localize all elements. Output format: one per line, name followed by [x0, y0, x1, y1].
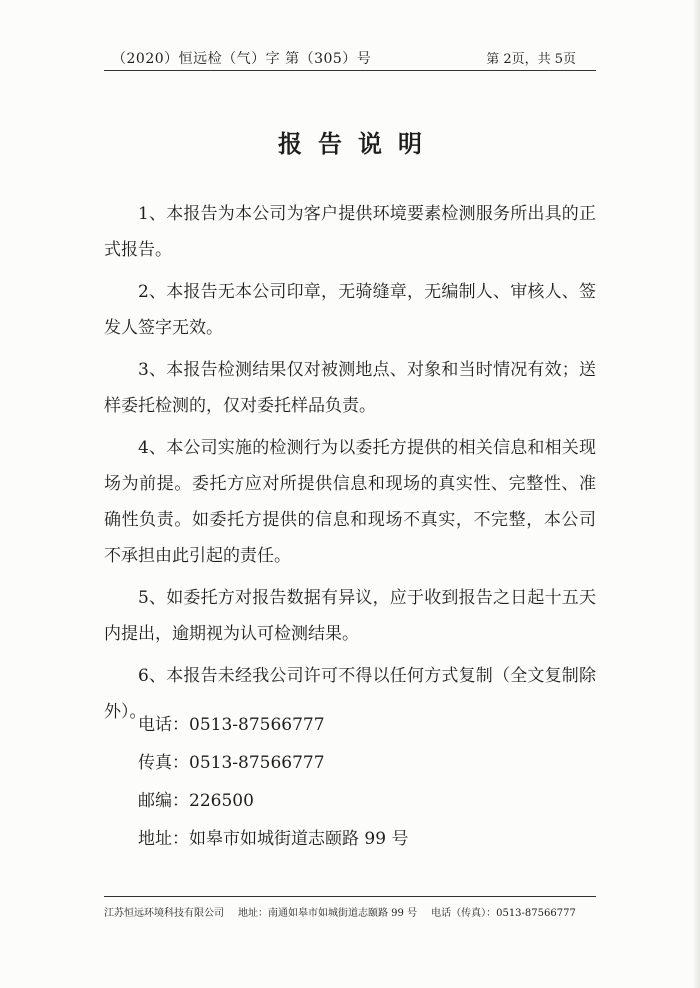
header-divider [104, 70, 596, 71]
contact-address: 地址：如皋市如城街道志颐路 99 号 [138, 829, 409, 849]
footer-phone-fax: 电话（传真）：0513-87566777 [431, 908, 576, 919]
report-notes [104, 196, 596, 736]
report-number: （2020）恒远检（气）字 第（305）号 [112, 51, 372, 67]
footer-company: 江苏恒远环境科技有限公司 [104, 908, 224, 919]
footer [104, 904, 596, 919]
footer-address: 地址：南通如皋市如城街道志颐路 99 号 [238, 908, 418, 919]
contact-postcode: 邮编：226500 [138, 791, 254, 811]
note-paragraph-1: 1、本报告为本公司为客户提供环境要素检测服务所出具的正式报告。 [104, 204, 596, 260]
contact-fax: 传真：0513-87566777 [138, 753, 325, 773]
scan-edge-shadow [692, 0, 700, 988]
note-paragraph-6: 6、本报告未经我公司许可不得以任何方式复制（全文复制除外）。 [104, 666, 596, 722]
contact-info [138, 706, 408, 858]
note-paragraph-5: 5、如委托方对报告数据有异议，应于收到报告之日起十五天内提出，逾期视为认可检测结果。 [104, 588, 596, 644]
page-info: 第 2页，共 5页 [486, 52, 576, 67]
note-paragraph-2: 2、本报告无本公司印章，无骑缝章，无编制人、审核人、签发人签字无效。 [104, 282, 596, 338]
page-title: 报告说明 [278, 129, 438, 158]
note-paragraph-4: 4、本公司实施的检测行为以委托方提供的相关信息和相关现场为前提。委托方应对所提供信息和现场的真实性、完整性、准确性负责。如委托方提供的信息和现场不真实，不完整，本公司不承担由此引起的责任。 [104, 438, 596, 566]
footer-divider [104, 896, 596, 897]
note-paragraph-3: 3、本报告检测结果仅对被测地点、对象和当时情况有效；送样委托检测的，仅对委托样品负责。 [104, 360, 596, 416]
contact-phone: 电话：0513-87566777 [138, 715, 325, 735]
